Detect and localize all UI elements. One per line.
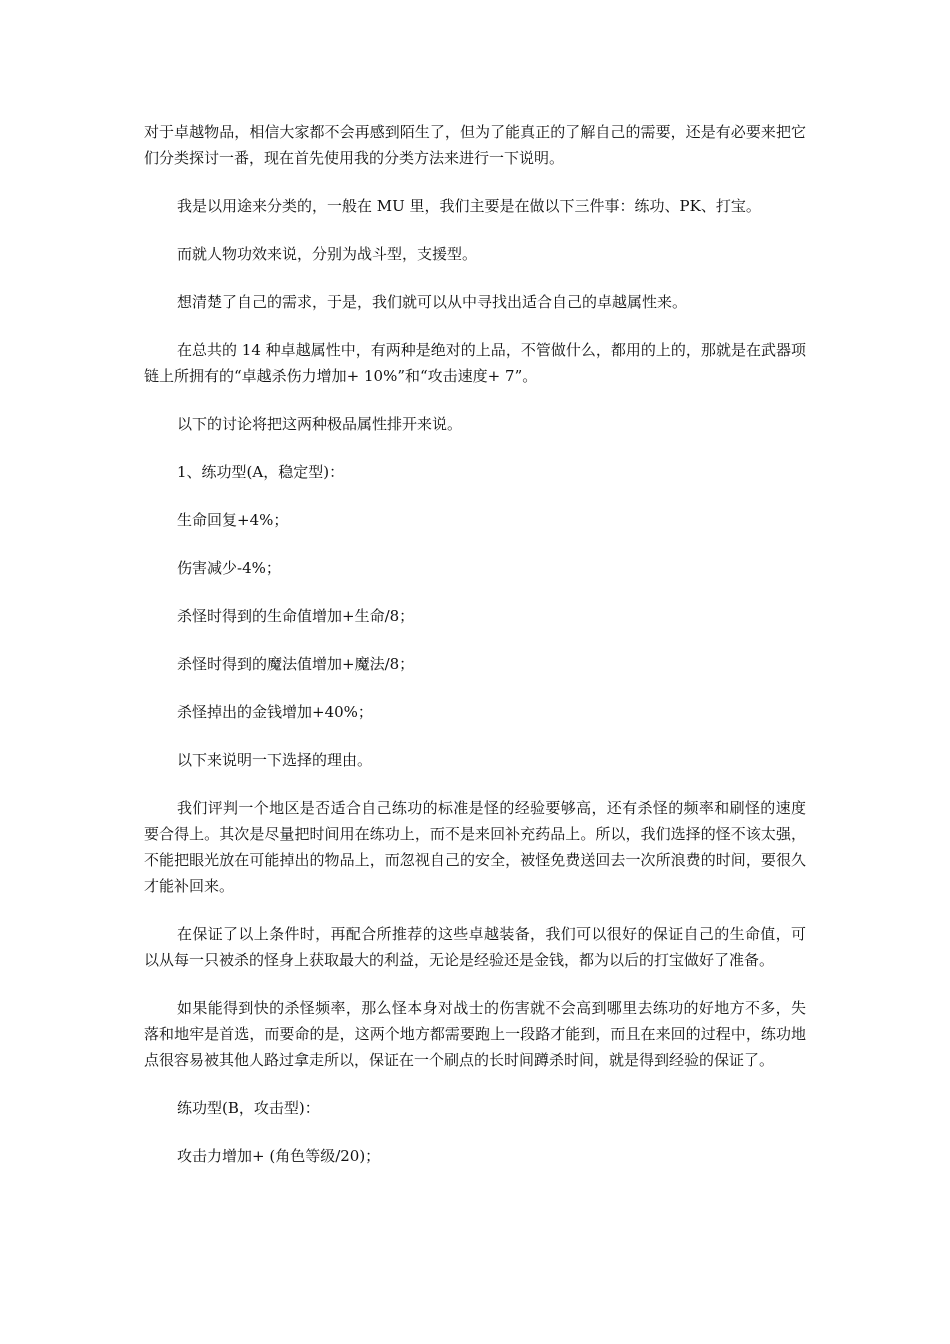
paragraph-needs: 想清楚了自己的需求，于是，我们就可以从中寻找出适合自己的卓越属性来。 — [177, 293, 688, 311]
list-item-mana-on-kill: 杀怪时得到的魔法值增加+魔法/8； — [177, 655, 415, 673]
paragraph-training-criteria: 我们评判一个地区是否适合自己练功的标准是怪的经验要够高，还有杀怪的频率和刷怪的速度要合得上。其次是尽量把时间用在练功上，而不是来回补充药品上。所以，我们选择的怪不该太强，不能把眼光放在可能掉出的物品上，而忽视自己的安全，被怪免费送回去一次所浪费的时间，要很久才能补回来。 — [144, 799, 806, 895]
paragraph-top-attributes: 在总共的 14 种卓越属性中，有两种是绝对的上品，不管做什么，都用的上的，那就是在武器项链上所拥有的“卓越杀伤力增加+ 10%”和“攻击速度+ 7”。 — [144, 341, 806, 385]
section-heading-training-b: 练功型(B，攻击型)： — [177, 1099, 320, 1117]
paragraph-equipment-benefit: 在保证了以上条件时，再配合所推荐的这些卓越装备，我们可以很好的保证自己的生命值，可以从每一只被杀的怪身上获取最大的利益，无论是经验还是金钱，都为以后的打宝做好了准备。 — [144, 925, 806, 969]
paragraph-classification: 我是以用途来分类的，一般在 MU 里，我们主要是在做以下三件事：练功、PK、打宝。 — [177, 197, 761, 215]
list-item-zen-drop: 杀怪掉出的金钱增加+40%； — [177, 703, 373, 721]
paragraph-intro: 对于卓越物品，相信大家都不会再感到陌生了，但为了能真正的了解自己的需要，还是有必要来把它们分类探讨一番，现在首先使用我的分类方法来进行一下说明。 — [144, 123, 806, 167]
paragraph-training-locations: 如果能得到快的杀怪频率，那么怪本身对战士的伤害就不会高到哪里去练功的好地方不多，失落和地牢是首选，而要命的是，这两个地方都需要跑上一段路才能到，而且在来回的过程中，练功地点很容易被其他人路过拿走所以，保证在一个刷点的长时间蹲杀时间，就是得到经验的保证了。 — [144, 999, 806, 1069]
document-body — [144, 119, 806, 1191]
section-heading-training-a: 1、练功型(A，稳定型)： — [177, 463, 345, 481]
list-item-attack-increase: 攻击力增加+ (角色等级/20)； — [177, 1147, 381, 1165]
list-item-life-recovery: 生命回复+4%； — [177, 511, 289, 529]
paragraph-reason-intro: 以下来说明一下选择的理由。 — [177, 751, 373, 769]
list-item-life-on-kill: 杀怪时得到的生命值增加+生命/8； — [177, 607, 415, 625]
paragraph-character-types: 而就人物功效来说，分别为战斗型，支援型。 — [177, 245, 478, 263]
paragraph-discussion-note: 以下的讨论将把这两种极品属性排开来说。 — [177, 415, 463, 433]
list-item-damage-reduction: 伤害减少-4%； — [177, 559, 281, 577]
